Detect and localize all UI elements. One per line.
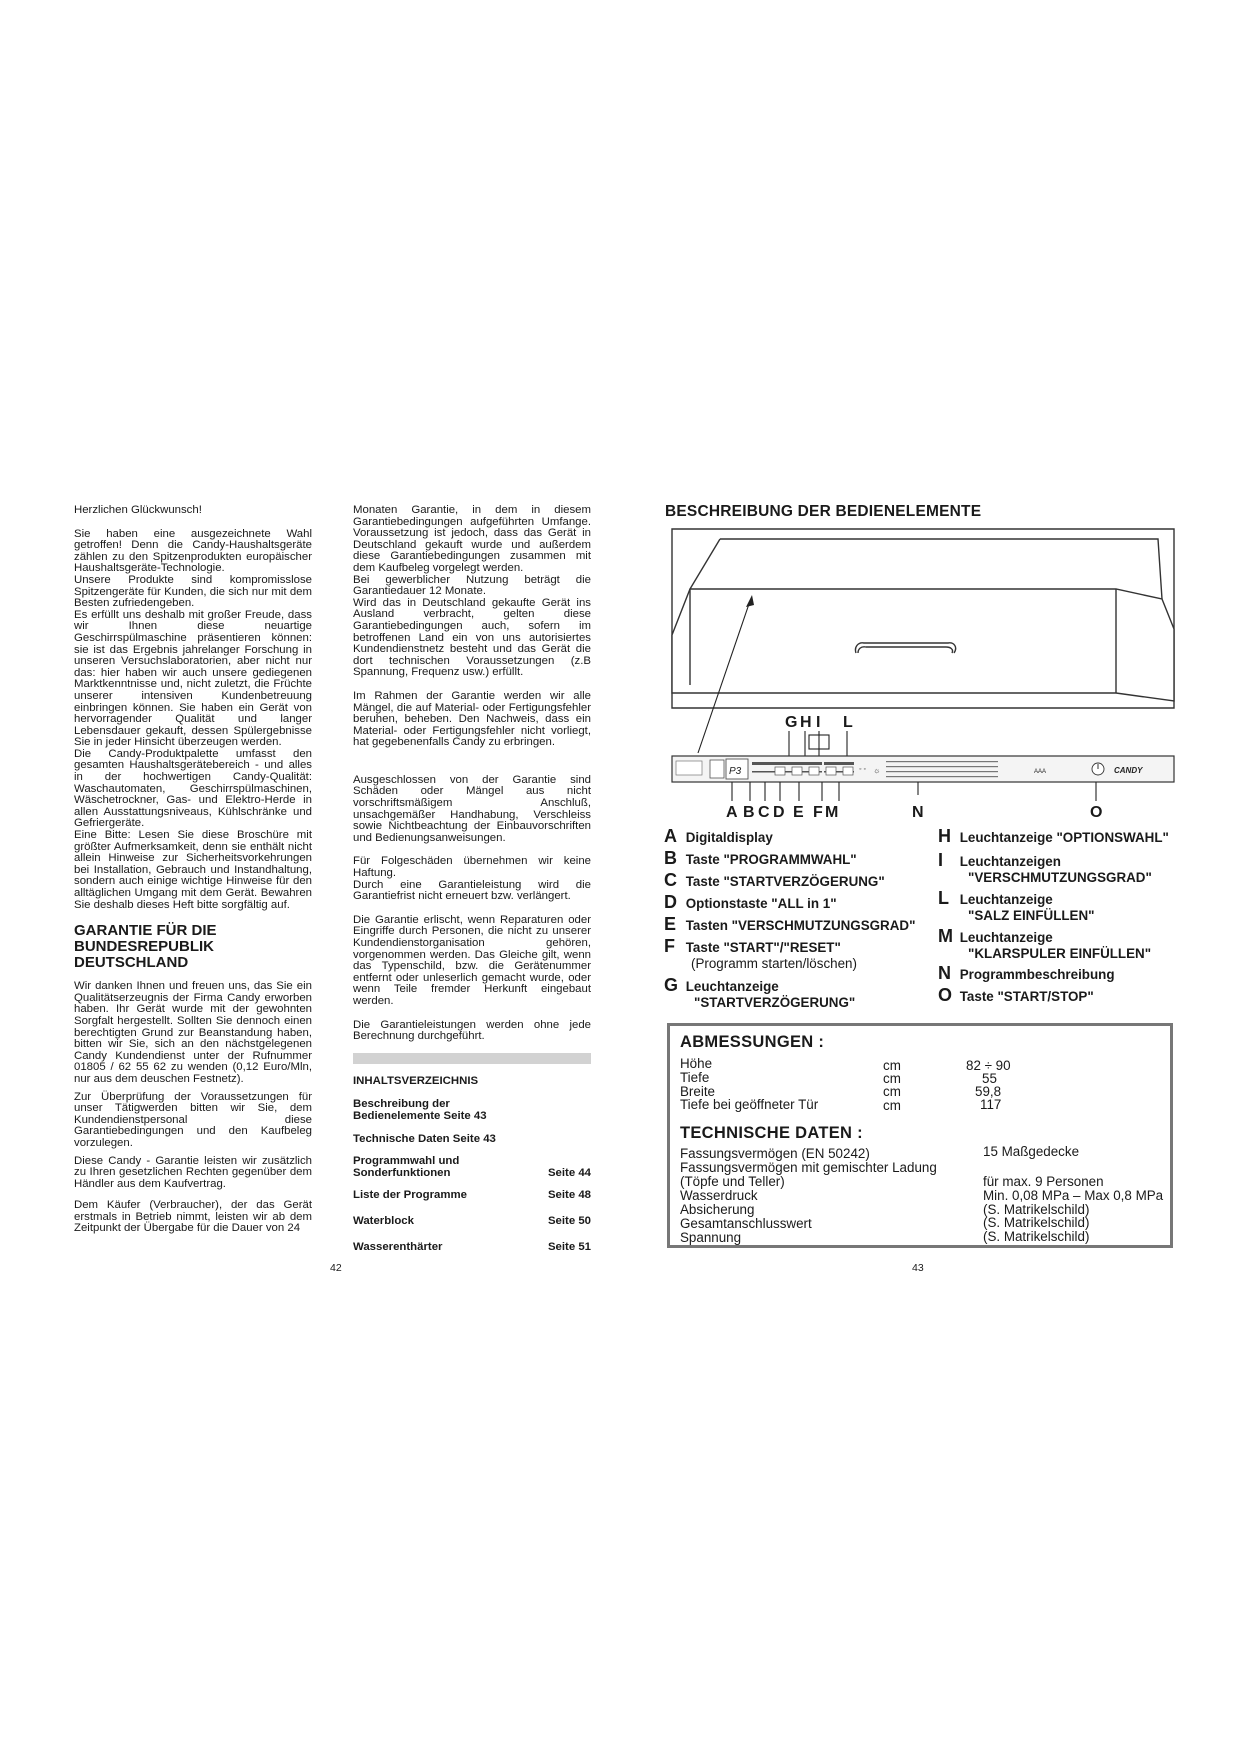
dimension-unit: cm: [883, 1098, 901, 1113]
dimension-unit: cm: [883, 1058, 901, 1073]
col2-paragraph-6: Die Garantieleistungen werden ohne jede Berechnung durchgeführt.: [353, 1018, 591, 1043]
tech-label: Fassungsvermögen mit gemischter Ladung: [680, 1160, 937, 1175]
page-number-left: 42: [330, 1262, 342, 1274]
callout-a: A: [726, 804, 738, 821]
legend-item-n: N Programmbeschreibung: [938, 963, 1115, 983]
toc-title: INHALTSVERZEICHNIS: [353, 1074, 479, 1087]
tech-value: Min. 0,08 MPa – Max 0,8 MPa: [983, 1188, 1164, 1203]
dimension-label: Breite: [680, 1084, 715, 1099]
toc-item[interactable]: Programmwahl und Sonderfunktionen Seite 44: [353, 1155, 591, 1179]
legend-item-e: E Tasten "VERSCHMUTZUNGSGRAD": [664, 914, 916, 934]
guarantee-paragraph-4: Dem Käufer (Verbraucher), der das Gerät erstmals in Betrieb nimmt, leisten wir ab dem Zeitpunkt der Übergabe für die Dauer von 24: [74, 1199, 312, 1235]
legend-item-c: C Taste "STARTVERZÖGERUNG": [664, 870, 885, 890]
digital-display-text: P3: [729, 766, 742, 777]
tech-value: 15 Maßgedecke: [983, 1144, 1080, 1159]
technical-data-heading: TECHNISCHE DATEN :: [680, 1124, 863, 1142]
legend-item-a: A Digitaldisplay: [664, 826, 773, 846]
col2-paragraph-1: Monaten Garantie, in dem in diesem Garantiebedingungen aufgeführten Umfange. Voraussetzung ist jedoch, dass das Gerät in Deutschland gekauft wurde und außerdem diese Garantiebedingungen zusammen mit dem Kaufbeleg vorgelegt werden. Bei gewerblicher Nutzung beträgt die Garantiedauer 12 Monate. Wird das in Deutschland gekaufte Gerät ins Ausland verbracht, gelten diese Garantiebedingungen auch, sofern im betroffenen Land ein von uns autorisiertes Kundendienstnetz besteht und das Gerät die dort technischen Voraussetzungen (z.B Spannung, Frequenz usw.) erfüllt.: [353, 504, 591, 679]
tech-label: Spannung: [680, 1230, 742, 1245]
tech-label: Wasserdruck: [680, 1188, 758, 1203]
page-title: BESCHREIBUNG DER BEDIENELEMENTE: [665, 503, 982, 520]
callout-e: E: [793, 804, 804, 821]
legend-item-i: I Leuchtanzeigen "VERSCHMUTZUNGSGRAD": [938, 850, 1152, 885]
callout-d: D: [773, 804, 785, 821]
tech-label: Absicherung: [680, 1202, 755, 1217]
callout-i: I: [816, 714, 821, 731]
legend-item-g: G Leuchtanzeige "STARTVERZÖGERUNG": [664, 975, 856, 1010]
callout-b: B: [743, 804, 755, 821]
callout-c: C: [758, 804, 770, 821]
tech-label: (Töpfe und Teller): [680, 1174, 785, 1189]
toc-list: [353, 1099, 591, 1253]
callout-o: O: [1090, 804, 1103, 821]
callout-g: G: [785, 714, 798, 731]
guarantee-heading: GARANTIE FÜR DIE BUNDESREPUBLIK DEUTSCHLAND: [74, 922, 217, 972]
legend-item-m: M Leuchtanzeige "KLARSPULER EINFÜLLEN": [938, 926, 1152, 961]
legend-item-d: D Optionstaste "ALL in 1": [664, 892, 837, 912]
separator-bar: [353, 1053, 591, 1064]
dimension-value: 82 ÷ 90: [966, 1058, 1011, 1073]
tech-value: (S. Matrikelschild): [983, 1202, 1090, 1217]
col2-paragraph-5: Die Garantie erlischt, wenn Reparaturen oder Eingriffe durch Personen, die nicht zu unserer Kundendienstorganisation gehören, vorgenommen werden. Das Gleiche gilt, wenn das Typenschild, bzw. die Gerätenummer entfernt oder unleserlich gemacht wurde, oder wenn Teile fremder Herkunft eingebaut werden.: [353, 913, 591, 1007]
left-column-2: [353, 505, 591, 1264]
legend-item-l: L Leuchtanzeige "SALZ EINFÜLLEN": [938, 888, 1095, 923]
svg-text:◦ ◦: ◦ ◦: [859, 766, 866, 773]
tech-label: Gesamtanschlusswert: [680, 1216, 812, 1231]
intro-paragraph: Sie haben eine ausgezeichnete Wahl getroffen! Denn die Candy-Haushaltsgeräte zählen zu den Spitzenprodukten europäischer Haushaltsgeräte-Technologie. Unsere Produkte sind kompromisslose Spitzengeräte für Kunden, die sich nur mit dem Besten zufriedengeben. Es erfüllt uns deshalb mit großer Freude, dass wir Ihnen diese neuartige Geschirrspülmaschine präsentieren können: sie ist das Ergebnis jahrelanger Forschung in unseren Versuchslaboratorien, aber nicht nur das: hier haben wir auch unsere gediegenen Marktkenntnisse und, nicht zuletzt, die Früchte unserer intensiven Kundenbetreuung einbringen können. Sie haben ein Gerät von hervorragender Qualität und langer Lebensdauer gekauft, dessen Spülergebnisse Sie in jeder Hinsicht überzeugen werden. Die Candy-Produktpalette umfasst den gesamten Haushaltsgerätebereich - und alles in der hochwertigen Candy-Qualität: Waschautomaten, Geschirrspülmaschinen, Wäschetrockner, Gas- und Elektro-Herde in allen Ausstattungsniveaus, Kühlschränke und Gefriergeräte. Eine Bitte: Lesen Sie diese Broschüre mit größter Aufmerksamkeit, denn sie enthält nicht allein Hinweise zur Sicherheitsvorkehrungen bei Installation, Gebrauch und Instandhaltung, sondern auch einige wichtige Hinweise für den alltäglichen Umgang mit dem Gerät. Bewahren Sie deshalb dieses Heft bitte sorgfältig auf.: [74, 527, 312, 911]
dimension-unit: cm: [883, 1084, 901, 1099]
dimension-value: 117: [980, 1097, 1002, 1112]
svg-text:☼: ☼: [873, 766, 881, 775]
col2-paragraph-4: Für Folgeschäden übernehmen wir keine Haftung. Durch eine Garantieleistung wird die Garantiefrist nicht erneuert bzw. verlängert.: [353, 855, 591, 903]
dimension-value: 59,8: [975, 1084, 1002, 1099]
greeting: Herzlichen Glückwunsch!: [74, 504, 202, 516]
toc-item[interactable]: Technische Daten Seite 43: [353, 1132, 496, 1145]
toc-item[interactable]: Wasserenthärter Seite 51: [353, 1240, 591, 1253]
legend-item-b: B Taste "PROGRAMMWAHL": [664, 848, 857, 868]
dimensions-heading: ABMESSUNGEN :: [680, 1033, 825, 1051]
specification-box: [667, 1023, 1173, 1248]
brand-logo: CANDY: [1114, 766, 1143, 775]
legend-item-o: O Taste "START/STOP": [938, 985, 1094, 1005]
dimension-unit: cm: [883, 1071, 901, 1086]
dimension-label: Höhe: [680, 1056, 713, 1071]
toc-item[interactable]: Waterblock Seite 50: [353, 1214, 591, 1227]
col2-paragraph-2: Im Rahmen der Garantie werden wir alle Mängel, die auf Material- oder Fertigungsfehler beruhen, beheben. Den Nachweis, dass ein Material- oder Fertigungsfehler nicht vorliegt, hat gegebenenfalls Candy zu erbringen.: [353, 689, 591, 749]
door-drawing: [672, 529, 1174, 708]
dimension-label: Tiefe: [680, 1070, 710, 1085]
left-column-1: [74, 505, 312, 1241]
legend-item-h: H Leuchtanzeige "OPTIONSWAHL": [938, 826, 1169, 846]
guarantee-paragraph-2: Zur Überprüfung der Voraussetzungen für unser Tätigwerden bitten wir Sie, dem Kundendienstpersonal diese Garantiebedingungen und den Kaufbeleg vorzulegen.: [74, 1090, 312, 1149]
toc-item[interactable]: Beschreibung der Bedienelemente Seite 43: [353, 1098, 487, 1122]
page-number-right: 43: [912, 1262, 924, 1274]
callout-h: H: [800, 714, 812, 731]
guarantee-paragraph-1: Wir danken Ihnen und freuen uns, das Sie ein Qualitätserzeugnis der Firma Candy erworben haben. Ihr Gerät wurde mit der gewohnten Sorgfalt hergestellt. Sollten Sie dennoch einen berechtigten Grund zur Beanstandung haben, bitten wir Sie, sich an den nächstgelegenen Candy Kundendienst unter der Rufnummer 01805 / 62 55 62 zu wenden (0,12 Euro/Mln, nur aus dem deuschen Festnetz).: [74, 980, 312, 1085]
tech-value: (S. Matrikelschild): [983, 1215, 1090, 1230]
legend-item-f: F Taste "START"/"RESET" (Programm starten/löschen): [664, 936, 857, 971]
tech-value: für max. 9 Personen: [983, 1174, 1104, 1189]
dimension-label: Tiefe bei geöffneter Tür: [680, 1097, 819, 1112]
callout-n: N: [912, 804, 924, 821]
guarantee-paragraph-3: Diese Candy - Garantie leisten wir zusätzlich zu Ihren gesetzlichen Rechten gegenüber dem Händler aus dem Kaufvertrag.: [74, 1154, 312, 1190]
dimension-value: 55: [982, 1071, 997, 1086]
col2-paragraph-3: Ausgeschlossen von der Garantie sind Schäden oder Mängel aus nicht vorschriftsmäßigem Anschluß, unsachgemäßer Handhabung, Verschleiss sowie Nichtbeachtung der Einbauvorschriften und Bedienungsanweisungen.: [353, 773, 591, 844]
callout-f: F: [813, 804, 823, 821]
energy-label: AAA: [1034, 769, 1047, 775]
callout-l: L: [843, 714, 853, 731]
toc-item[interactable]: Liste der Programme Seite 48: [353, 1189, 591, 1202]
control-panel-diagram: [668, 525, 1178, 825]
callout-m: M: [825, 804, 839, 821]
control-panel-strip: [672, 756, 1174, 782]
tech-value: (S. Matrikelschild): [983, 1229, 1090, 1244]
tech-label: Fassungsvermögen (EN 50242): [680, 1146, 870, 1161]
